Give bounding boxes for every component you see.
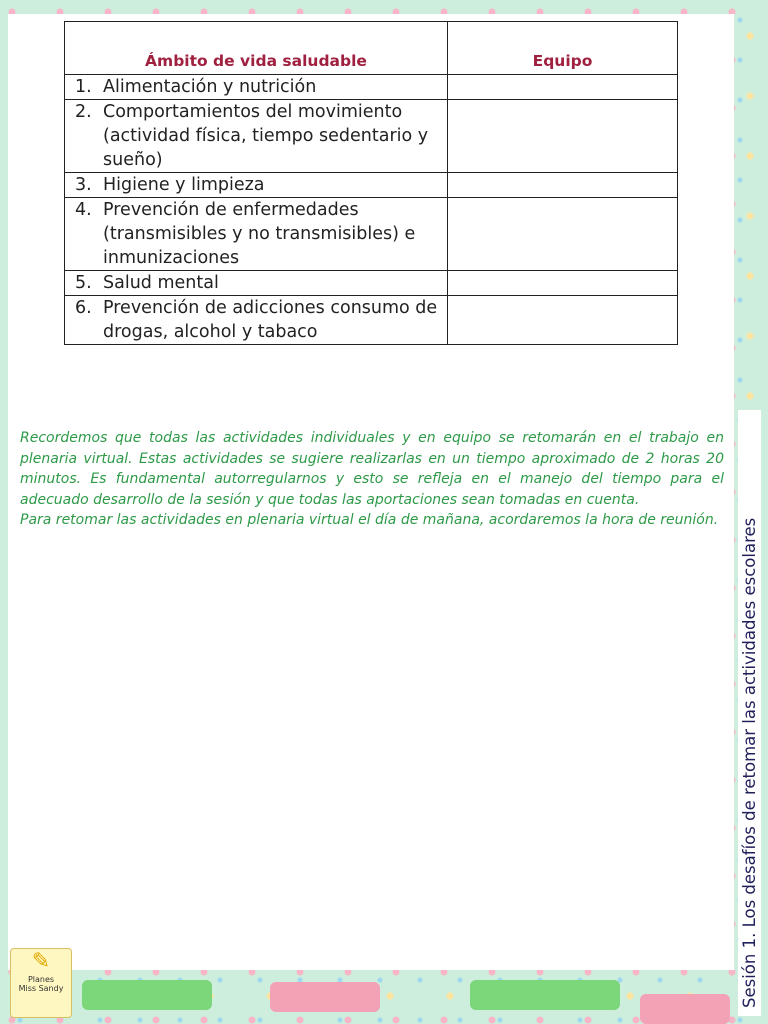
table-cell-ambito [65, 100, 448, 173]
table-cell-equipo[interactable] [448, 173, 678, 198]
session-side-title: Sesión 1. Los desafíos de retomar las actividades escolares [738, 410, 761, 1016]
table-cell-equipo[interactable] [448, 100, 678, 173]
healthy-life-table [64, 21, 678, 345]
brand-logo [10, 948, 72, 1018]
table-cell-ambito [65, 296, 448, 345]
table-cell-equipo[interactable] [448, 75, 678, 100]
table-cell-equipo[interactable] [448, 271, 678, 296]
row-number: 4. [75, 200, 92, 220]
row-number: 5. [75, 273, 92, 293]
logo-line: Miss Sandy [18, 984, 64, 993]
pencil-icon: ✎ [31, 949, 51, 974]
note-paragraph: Para retomar las actividades en plenaria virtual el día de mañana, acordaremos la hora de reunión. [20, 512, 719, 528]
table-row [65, 198, 678, 271]
row-number: 3. [75, 175, 92, 195]
table-row [65, 75, 678, 100]
table-row [65, 296, 678, 345]
row-text: Prevención de adicciones consumo de drogas, alcohol y tabaco [103, 298, 438, 342]
table-row [65, 271, 678, 296]
row-text: Salud mental [103, 273, 219, 293]
row-text: Alimentación y nutrición [103, 77, 317, 97]
table-cell-equipo[interactable] [448, 296, 678, 345]
note-paragraph: Recordemos que todas las actividades individuales y en equipo se retomarán en el trabajo en plenaria virtual. Estas actividades se sugiere realizarlas en un tiempo aproximado de 2 horas 20 minutos. Es fundamental autorregularnos y esto se refleja en el manejo del tiempo para el adecuado desarrollo de la sesión y que todas las aportaciones sean tomadas en cuenta. [20, 430, 724, 508]
table-cell-ambito [65, 198, 448, 271]
decorative-pencil [470, 980, 620, 1010]
row-number: 1. [75, 77, 92, 97]
row-number: 2. [75, 102, 92, 122]
decorative-pencil [270, 982, 380, 1012]
table-header-row [65, 22, 678, 75]
table-cell-ambito [65, 173, 448, 198]
row-text: Higiene y limpieza [103, 175, 265, 195]
row-text: Prevención de enfermedades (transmisibles y no transmisibles) e inmunizaciones [103, 200, 416, 268]
document-page [8, 14, 734, 970]
table-cell-ambito [65, 75, 448, 100]
column-header-ambito: Ámbito de vida saludable [65, 22, 448, 75]
row-number: 6. [75, 298, 92, 318]
decorative-pencil [640, 994, 730, 1024]
row-text: Comportamientos del movimiento (actividad física, tiempo sedentario y sueño) [103, 102, 429, 170]
logo-line: Planes [27, 975, 55, 984]
table-row [65, 100, 678, 173]
decorative-pencil [82, 980, 212, 1010]
table-cell-equipo[interactable] [448, 198, 678, 271]
table-row [65, 173, 678, 198]
instructions-note [20, 428, 724, 531]
column-header-equipo: Equipo [448, 22, 678, 75]
table-cell-ambito [65, 271, 448, 296]
